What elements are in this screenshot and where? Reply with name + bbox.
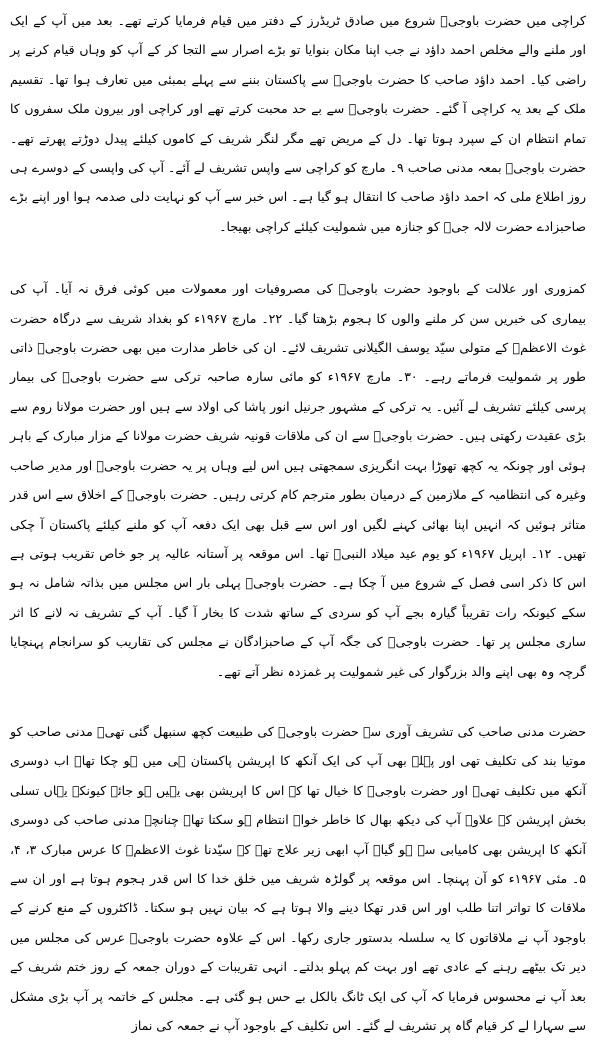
paragraph-madni-sahib-urs: حضرت مدنی صاحب کی تشریف آوری سے حضرت باوجیؒ کی طبیعت کچھ سنبھل گئی تھی۔ مدنی صاحب کو موتیا بند کی تکلیف تھی اور پہلے بھی آپ کی ایک آنکھ کا اپریشن پاکستان ہی میں ہو چکا تھا۔ اب دوسری آنکھ میں تکلیف تھی۔ اور حضرت باوجیؒ کا خیال تھا کہ اس کا اپریشن بھی یہیں ہو جائے کیونکہ یہاں تسلی بخش اپریشن کے علاوہ آپ کی دیکھ بھال کا خاطر خواہ انتظام ہو سکتا تھا۔ چنانچہ مدنی صاحب کی دوسری آنکھ کا اپریشن بھی کامیابی سے ہو گیا۔ آپ ابھی زیر علاج تھے کہ سیّدنا غوث الاعظمؒ کا عرس مبارک ۳، ۴، ۵۔ مئی ۱۹۶۷ء کو آن پہنچا۔ اس موقعہ پر گولڑہ شریف میں خلق خدا کا اس قدر ہجوم ہوتا ہے اور ان سے ملاقات کا تواتر اتنا طلب اور اس قدر تھکا دینے والا ہوتا ہے کہ بیان نہیں ہو سکتا۔ ڈاکٹروں کے منع کرنے کے باوجود آپ نے ملاقاتوں کا یہ سلسلہ بدستور جاری رکھا۔ اس کے علاوہ حضرت باوجیؒ عرس کی مجلس میں دیر تک بیٹھے رہنے کے عادی تھے اور بہت کم پہلو بدلتے۔ انہی تقریبات کے دوران جمعہ کے روز ختم شریف کے بعد آپ نے محسوس فرمایا کہ آپ کی ایک ٹانگ بالکل بے حس ہو گئی ہے۔ مجلس کے خاتمہ پر آپ بڑی مشکل سے سہارا لے کر قیام گاہ پر تشریف لے گئے۔ اس تکلیف کے باوجود آپ نے جمعہ کی نماز	[10, 723, 586, 1033]
paragraph-karachi-stay: کراچی میں حضرت باوجیؒ شروع میں صادق ٹریڈرز کے دفتر میں قیام فرمایا کرتے تھے۔ بعد میں آپ کے ایک اور ملنے والے مخلص احمد داؤد نے جب اپنا مکان بنوایا تو بڑے اصرار سے التجا کر کے آپ کو وہاں قیام کرنے پر راضی کیا۔ احمد داؤد صاحب کا حضرت باوجیؒ سے پاکستان بننے سے پہلے بمبئی میں تعارف ہوا تھا۔ تقسیم ملک کے بعد یہ کراچی آ گئے۔ حضرت باوجیؒ سے بے حد محبت کرتے تھے اور کراچی اور بیرون ملک سفروں کا تمام انتظام ان کے سپرد ہوتا تھا۔ دل کے مریض تھے مگر لنگر شریف کے کاموں کیلئے پیدل دوڑتے پھرتے تھے۔ حضرت باوجیؒ بمعہ مدنی صاحب ۹۔ مارچ کو کراچی سے واپس تشریف لے آئے۔ آپ کی واپسی کے دوسرے ہی روز اطلاع ملی کہ احمد داؤد صاحب کا انتقال ہو گیا ہے۔ اس خبر سے آپ کو نہایت دلی صدمہ ہوا اور اپنے بڑے صاحبزادے حضرت لالہ جیؒ کو جنازہ میں شمولیت کیلئے کراچی بھیجا۔	[10, 13, 586, 234]
paragraph-illness-visitors: کمزوری اور علالت کے باوجود حضرت باوجیؒ کی مصروفیات اور معمولات میں کوئی فرق نہ آیا۔ آپ کی بیماری کی خبریں سن کر ملنے والوں کا ہجوم بڑھتا گیا۔ ۲۲۔ مارچ ۱۹۶۷ء کو بغداد شریف سے درگاہ حضرت غوث الاعظمؒ کے متولی سیّد یوسف الگیلانی تشریف لائے۔ ان کی خاطر مدارت میں بھی حضرت باوجیؒ ذاتی طور پر شمولیت فرماتے رہے۔ ۳۰۔ مارچ ۱۹۶۷ء کو مائی سارہ صاحبہ ترکی سے حضرت باوجیؒ کی بیمار پرسی کیلئے تشریف لے آئیں۔ یہ ترکی کے مشہور جرنیل انور پاشا کی اولاد سے ہیں اور حضرت مولانا روم سے بڑی عقیدت رکھتی ہیں۔ حضرت باوجیؒ سے ان کی ملاقات قونیہ شریف حضرت مولانا کے مزار مبارک کے باہر ہوئی اور چونکہ یہ کچھ تھوڑا بہت انگریزی سمجھتی ہیں اس لیے وہاں پر یہ حضرت باوجیؒ اور مدیر صاحب وغیرہ کی انتظامیہ کے ملازمین کے درمیان بطور مترجم کام کرتی رہیں۔ حضرت باوجیؒ کے اخلاق سے اس قدر متاثر ہوئیں کہ انہیں اپنا بھائی کہنے لگیں اور اس سے قبل بھی ایک دفعہ آپ کو ملنے کیلئے پاکستان آ چکی تھیں۔ ۱۲۔ اپریل ۱۹۶۷ء کو یوم عید میلاد النبیؐ تھا۔ اس موقعہ پر آستانہ عالیہ پر جو خاص تقریب ہوتی ہے اس کا ذکر اسی فصل کے شروع میں آ چکا ہے۔ حضرت باوجیؒ پہلی بار اس مجلس میں بذاتہ شامل نہ ہو سکے کیونکہ رات تقریباً گیارہ بجے آپ کو سردی کے ساتھ شدت کا بخار آ گیا۔ آپ کے تشریف نہ لانے کا اثر ساری مجلس پر تھا۔ حضرت باوجیؒ کی جگہ آپ کے صاحبزادگان نے مجلس کی تقاریب کو سرانجام پہنچایا گرچہ وہ بھی اپنے والد بزرگوار کی غیر شمولیت پر غمزدہ نظر آتے تھے۔	[10, 281, 587, 679]
